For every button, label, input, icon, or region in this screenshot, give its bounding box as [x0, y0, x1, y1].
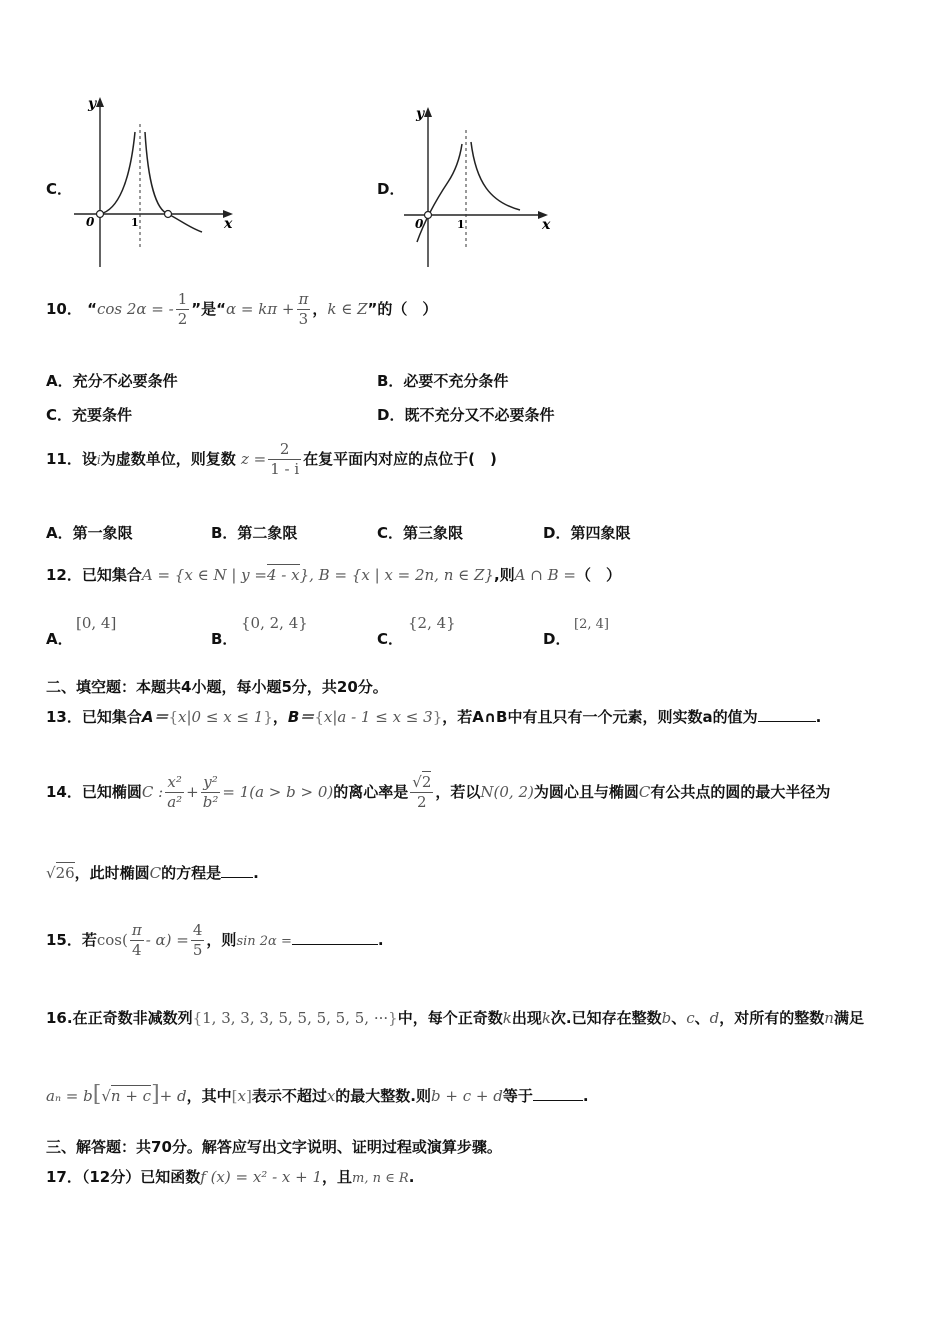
q17-mn: m, n ∈ R	[352, 1171, 409, 1186]
q12-option-d-value: [2, 4]	[574, 617, 609, 632]
q14-y-frac: $\frac{\text{y²}}{\text{b²}}$	[202, 773, 219, 811]
q15-value-frac: $\frac{4}{5}$	[192, 921, 203, 959]
left-branch	[417, 144, 462, 242]
q10-option-c: C．充要条件	[46, 406, 133, 424]
q15-answer-blank[interactable]	[292, 932, 378, 945]
one-label: 1	[131, 216, 139, 229]
q13-answer-blank[interactable]	[758, 709, 816, 722]
q13-set-a: x|0 ≤ x ≤ 1	[178, 708, 264, 726]
option-d-label: D．	[377, 180, 405, 198]
q13-tail: ，若A∩B中有且只有一个元素，则实数a的值为	[442, 708, 758, 726]
root-point	[165, 211, 172, 218]
question-16: 16.在正奇数非减数列{1, 3, 3, 3, 5, 5, 5, 5, 5, ···}中，每个正奇数k出现k次.已知存在整数b、c、d，对所有的整数n满足	[46, 1009, 864, 1027]
option-c-label: C．	[46, 180, 73, 198]
q14-answer-blank[interactable]	[221, 865, 253, 878]
q12-option-b-label: B．	[211, 630, 238, 648]
question-13: 13．已知集合A＝{x|0 ≤ x ≤ 1}，B＝{x|a - 1 ≤ x ≤ 3}，若A∩B中有且只有一个元素，则实数a的值为 .	[46, 708, 822, 726]
q10-fraction: $\frac{1}{2}$	[177, 290, 188, 328]
q12-option-c-value: {2, 4}	[408, 614, 456, 632]
question-16-line2: aₙ = b[√n + c]+ d，其中[x]表示不超过x的最大整数.则b + c + d等于 .	[46, 1082, 589, 1107]
q15-sin: sin 2α =	[236, 934, 292, 949]
q10-option-d: D．既不充分又不必要条件	[377, 406, 555, 424]
q16-sequence: 1, 3, 3, 3, 5, 5, 5, 5, 5, ···	[202, 1009, 389, 1027]
y-axis-arrow	[96, 97, 104, 107]
q12-intersection: A ∩ B =	[514, 566, 576, 584]
right-branch	[471, 142, 520, 210]
q10-option-a: A．充分不必要条件	[46, 372, 178, 390]
q12-set-b: }, B = {x | x = 2n, n ∈ Z}	[299, 566, 494, 584]
q10-pi-fraction: $\frac{\pi}{3}$	[298, 290, 309, 328]
q12-option-a-label: A．	[46, 630, 73, 648]
q10-tail: ”的（ ）	[367, 300, 438, 318]
question-17: 17．（12分）已知函数f (x) = x² - x + 1，且m, n ∈ R.	[46, 1168, 415, 1186]
q10-alpha-expr: α = kπ +	[225, 300, 295, 318]
question-10: 10． “cos 2α = - $\frac{1}{2}$ ”是“α = kπ + $\frac{\pi}{3}$ ，k ∈ Z”的（ ）	[46, 290, 438, 328]
q13-brace-open: {	[168, 708, 179, 726]
q12-option-d-label: D．	[543, 630, 571, 648]
q13-brace-close-b: }	[432, 708, 443, 726]
q12-option-b-value: {0, 2, 4}	[241, 614, 308, 632]
graph-d	[400, 102, 560, 270]
q11-option-d: D．第四象限	[543, 524, 631, 542]
section-3-heading: 三、解答题：共70分。解答应写出文字说明、证明过程或演算步骤。	[46, 1138, 502, 1156]
q12-set-a: A = {x ∈ N | y =	[141, 566, 267, 584]
question-12: 12．已知集合A = {x ∈ N | y =4 - x}, B = {x | x = 2n, n ∈ Z},则A ∩ B =（ ）	[46, 566, 621, 584]
q17-function: f (x) = x² - x + 1	[200, 1168, 323, 1186]
one-label: 1	[457, 218, 465, 231]
q13-brace-open-b: {	[314, 708, 324, 726]
q14-eccentricity: $\frac{√2}{2}$	[412, 773, 432, 811]
q14-sqrt26: √26	[46, 864, 75, 882]
q11-z: z =	[240, 450, 267, 468]
q12-option-a-value: [0, 4]	[76, 614, 117, 632]
q12-option-c-label: C．	[377, 630, 404, 648]
q16-bcd: b + c + d	[431, 1087, 503, 1105]
q10-k-in-z: k ∈ Z	[327, 300, 368, 318]
y-label: y	[416, 106, 425, 122]
q11-option-c: C．第三象限	[377, 524, 464, 542]
left-branch	[100, 132, 135, 214]
q14-point-n: N(0, 2)	[480, 783, 534, 801]
graph-c	[68, 92, 243, 270]
q10-number: 10．	[46, 300, 82, 318]
q11-fraction: $\frac{2}{1 - i}$	[270, 440, 300, 478]
y-axis-arrow	[424, 107, 432, 117]
origin-label: 0	[415, 217, 424, 231]
q13-number: 13．已知集合	[46, 708, 142, 726]
q13-set-b: x|a - 1 ≤ x ≤ 3	[323, 708, 433, 726]
q16-number: 16.在正奇数非减数列	[46, 1009, 193, 1027]
q11-option-a: A．第一象限	[46, 524, 133, 542]
q10-cos-expr: cos 2α = -	[96, 300, 174, 318]
q12-number: 12．已知集合	[46, 566, 142, 584]
q11-i: i	[96, 453, 101, 467]
q10-option-b: B．必要不充分条件	[377, 372, 509, 390]
x-label: x	[224, 216, 233, 232]
q14-number: 14．已知椭圆	[46, 783, 142, 801]
q10-quote-mid: ”是“	[191, 300, 226, 318]
q14-condition: = 1(a > b > 0)	[222, 783, 334, 801]
origin-point	[97, 211, 104, 218]
q11-number: 11．设	[46, 450, 97, 468]
origin-point	[425, 212, 432, 219]
x-label: x	[542, 217, 551, 233]
q10-quote-open: “	[87, 300, 97, 318]
q14-x-frac: $\frac{\text{x²}}{\text{a²}}$	[167, 773, 183, 811]
q16-an: aₙ = b	[46, 1087, 93, 1105]
question-14-line2: √26，此时椭圆C的方程是 .	[46, 864, 259, 882]
origin-label: 0	[86, 215, 95, 229]
right-branch	[145, 132, 202, 232]
q15-number: 15．若	[46, 931, 97, 949]
q16-inner-sqrt: √n + c	[101, 1087, 152, 1105]
section-2-heading: 二、填空题：本题共4小题，每小题5分，共20分。	[46, 678, 388, 696]
y-label: y	[88, 96, 97, 112]
q12-sqrt: 4 - x	[266, 566, 300, 584]
q16-answer-blank[interactable]	[533, 1088, 583, 1101]
q11-tail: 在复平面内对应的点位于( )	[303, 450, 497, 468]
question-14: 14．已知椭圆C : $\frac{\text{x²}}{\text{a²}}$ + $\frac{\text{y²}}{\text{b²}}$ = 1(a > b > 0)的离心率是 $\frac{√2}{2}$ ，若以N(0, 2)为圆心且与椭圆C有公共点的圆的最大半径为	[46, 773, 831, 811]
q17-number: 17．（12分）已知函数	[46, 1168, 201, 1186]
question-15: 15．若cos( $\frac{\pi}{4}$ - α) = $\frac{4}{5}$ ，则sin 2α = .	[46, 921, 384, 959]
question-11: 11．设i为虚数单位，则复数 z = $\frac{2}{1 - i}$ 在复平面内对应的点位于( )	[46, 440, 497, 478]
q14-tail: 有公共点的圆的最大半径为	[650, 783, 831, 801]
q13-brace-close: }	[263, 708, 273, 726]
q15-pi-frac: $\frac{\pi}{4}$	[131, 921, 142, 959]
q11-option-b: B．第二象限	[211, 524, 298, 542]
